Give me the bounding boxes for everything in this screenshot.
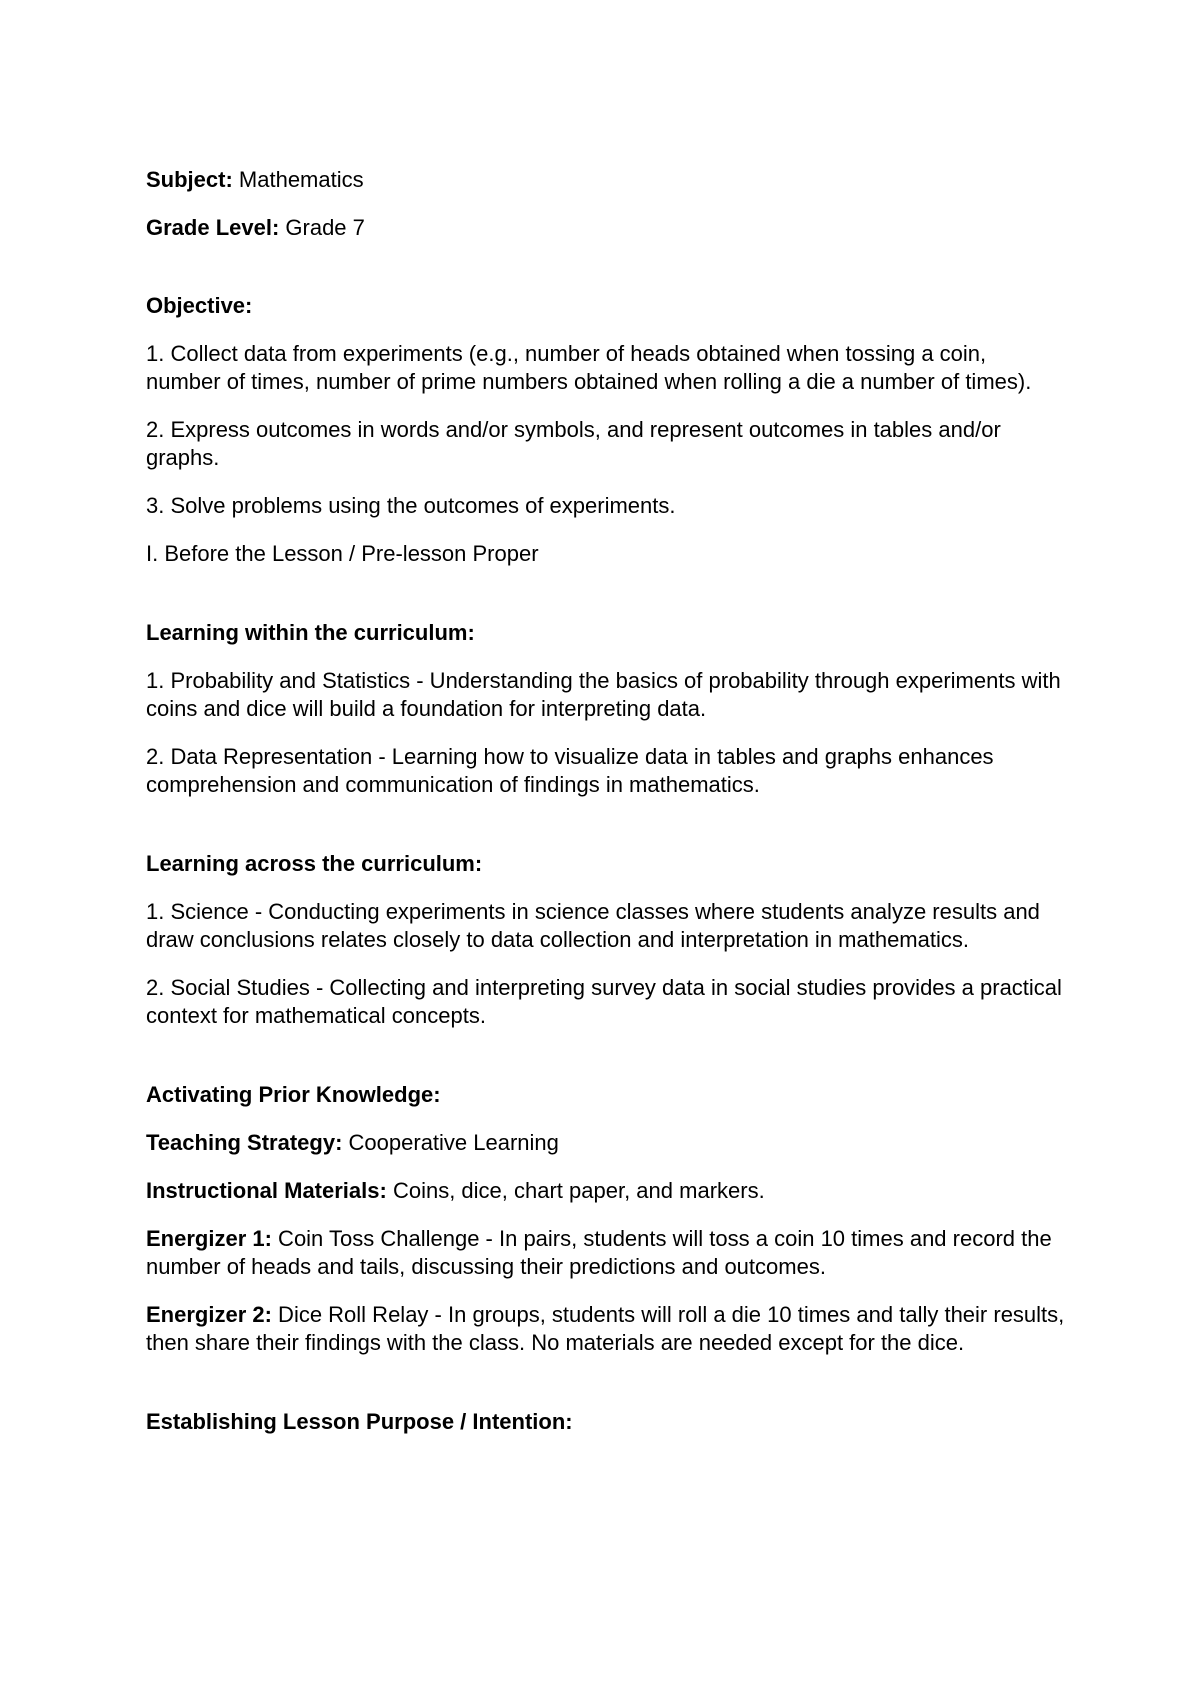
subject-value: Mathematics (232, 167, 364, 192)
grade-label: Grade Level: (146, 215, 280, 240)
energizer-1-text: Coin Toss Challenge - In pairs, students will toss a coin 10 times and record the number of heads and tails, discussing their predictions and outcomes. (146, 1226, 1052, 1279)
across-item: 2. Social Studies - Collecting and interpreting survey data in social studies provides a practical context for mathematical concepts. (146, 975, 1062, 1028)
prior-heading-text: Activating Prior Knowledge: (146, 1082, 441, 1107)
section-marker: I. Before the Lesson / Pre-lesson Proper (146, 541, 539, 566)
energizer-2-label: Energizer 2: (146, 1302, 272, 1327)
materials-value: Coins, dice, chart paper, and markers. (386, 1178, 765, 1203)
energizer-1 (146, 1225, 1066, 1281)
within-heading (146, 619, 1066, 647)
grade-line (146, 214, 1066, 242)
purpose-heading-text: Establishing Lesson Purpose / Intention: (146, 1409, 573, 1434)
objective-item: 2. Express outcomes in words and/or symbols, and represent outcomes in tables and/or graphs. (146, 417, 1001, 470)
document-body (146, 166, 1066, 1436)
energizer-1-label: Energizer 1: (146, 1226, 272, 1251)
within-item: 1. Probability and Statistics - Understanding the basics of probability through experiments with coins and dice will build a foundation for interpreting data. (146, 668, 1061, 721)
energizer-2 (146, 1301, 1066, 1357)
subject-line (146, 166, 1066, 194)
strategy-value: Cooperative Learning (342, 1130, 559, 1155)
objective-heading-text: Objective: (146, 293, 253, 318)
purpose-heading (146, 1408, 1066, 1436)
materials-line (146, 1177, 1066, 1205)
materials-label: Instructional Materials: (146, 1178, 387, 1203)
within-heading-text: Learning within the curriculum: (146, 620, 475, 645)
within-item: 2. Data Representation - Learning how to visualize data in tables and graphs enhances comprehension and communication of findings in mathematics. (146, 744, 994, 797)
across-item: 1. Science - Conducting experiments in science classes where students analyze results and draw conclusions relates closely to data collection and interpretation in mathematics. (146, 899, 1040, 952)
grade-value: Grade 7 (279, 215, 365, 240)
subject-label: Subject: (146, 167, 233, 192)
objective-heading (146, 292, 1066, 320)
objective-item: 3. Solve problems using the outcomes of experiments. (146, 493, 676, 518)
objective-item: 1. Collect data from experiments (e.g., number of heads obtained when tossing a coin, number of times, number of prime numbers obtained when rolling a die a number of times). (146, 341, 1032, 394)
across-heading-text: Learning across the curriculum: (146, 851, 483, 876)
strategy-label: Teaching Strategy: (146, 1130, 343, 1155)
prior-heading (146, 1081, 1066, 1109)
energizer-2-text: Dice Roll Relay - In groups, students will roll a die 10 times and tally their results, then share their findings with the class. No materials are needed except for the dice. (146, 1302, 1065, 1355)
across-heading (146, 850, 1066, 878)
strategy-line (146, 1129, 1066, 1157)
